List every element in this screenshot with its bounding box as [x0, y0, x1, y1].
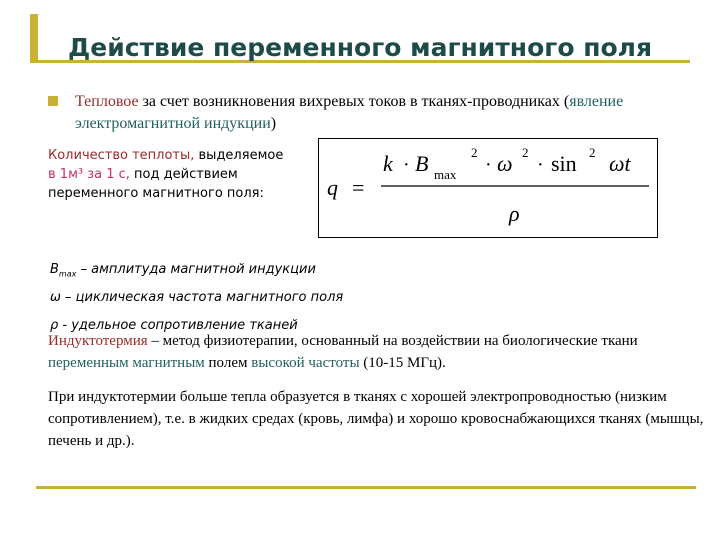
high-frequency-term: высокой частоты: [251, 355, 360, 371]
definition-bmax: [50, 260, 470, 288]
formula-k: k: [383, 151, 393, 176]
title-accent-bar: [30, 14, 38, 62]
inductothermy-text-2: полем: [204, 355, 252, 371]
formula-dot-1: ·: [403, 154, 410, 176]
formula-omega: ω: [497, 151, 513, 176]
formula-dot-3: ·: [537, 154, 544, 176]
formula-equals: =: [352, 175, 365, 200]
inductothermy-paragraph: [48, 330, 713, 374]
formula-exp-1: 2: [471, 145, 478, 160]
heat-quantity-paragraph: [48, 146, 288, 203]
bottom-divider: [36, 486, 696, 489]
inductothermy-term: Индуктотермия: [48, 333, 148, 349]
bmax-text: – амплитуда магнитной индукции: [76, 262, 316, 277]
page-title: Действие переменного магнитного поля: [67, 33, 653, 62]
formula-omega-t: ωt: [609, 151, 631, 176]
thermal-text-2: ): [270, 115, 277, 132]
inductothermy-text-1: – метод физиотерапии, основанный на воздействии на биологические ткани: [147, 333, 638, 349]
definition-rho: ρ - удельное сопротивление тканей: [50, 318, 298, 333]
thermal-text-1: за счет возникновения вихревых токов в тканях-проводниках (: [138, 93, 570, 110]
formula-q: q: [327, 175, 338, 200]
heat-formula: [319, 139, 657, 237]
conclusion-paragraph: При индуктотермии больше тепла образуется в тканях с хорошей электропроводностью (низким сопротивлением), т.е. в жидких средах (кровь, лимфа) и хорошо кровоснабжающихся тканях (мышцы, печень и др.).: [48, 389, 704, 449]
bmax-sub: max: [58, 269, 77, 279]
heat-formula-box: [318, 138, 658, 238]
definition-omega: ω – циклическая частота магнитного поля: [50, 290, 344, 305]
heat-text-1: выделяемое: [194, 148, 284, 163]
thermal-effect-paragraph: [75, 91, 695, 135]
formula-exp-2: 2: [522, 145, 529, 160]
formula-dot-2: ·: [485, 154, 492, 176]
bullet-square-icon: [48, 96, 58, 106]
formula-max-sub: max: [434, 167, 457, 182]
formula-sin: sin: [551, 151, 577, 176]
heat-term: Количество теплоты,: [48, 148, 195, 163]
formula-b: B: [415, 151, 429, 176]
inductothermy-text-3: (10-15 МГц).: [359, 355, 446, 371]
heat-volume: в 1м³ за 1 с,: [48, 167, 130, 182]
thermal-term: Тепловое: [75, 93, 139, 110]
formula-rho: ρ: [509, 201, 520, 226]
induction-link: явление электромагнитной индукции: [75, 93, 624, 132]
bmax-symbol: B: [50, 262, 59, 277]
alternating-field-term: переменным магнитным: [48, 355, 205, 371]
heat-text-2: под действием переменного магнитного поля:: [48, 167, 264, 201]
formula-exp-3: 2: [589, 145, 596, 160]
